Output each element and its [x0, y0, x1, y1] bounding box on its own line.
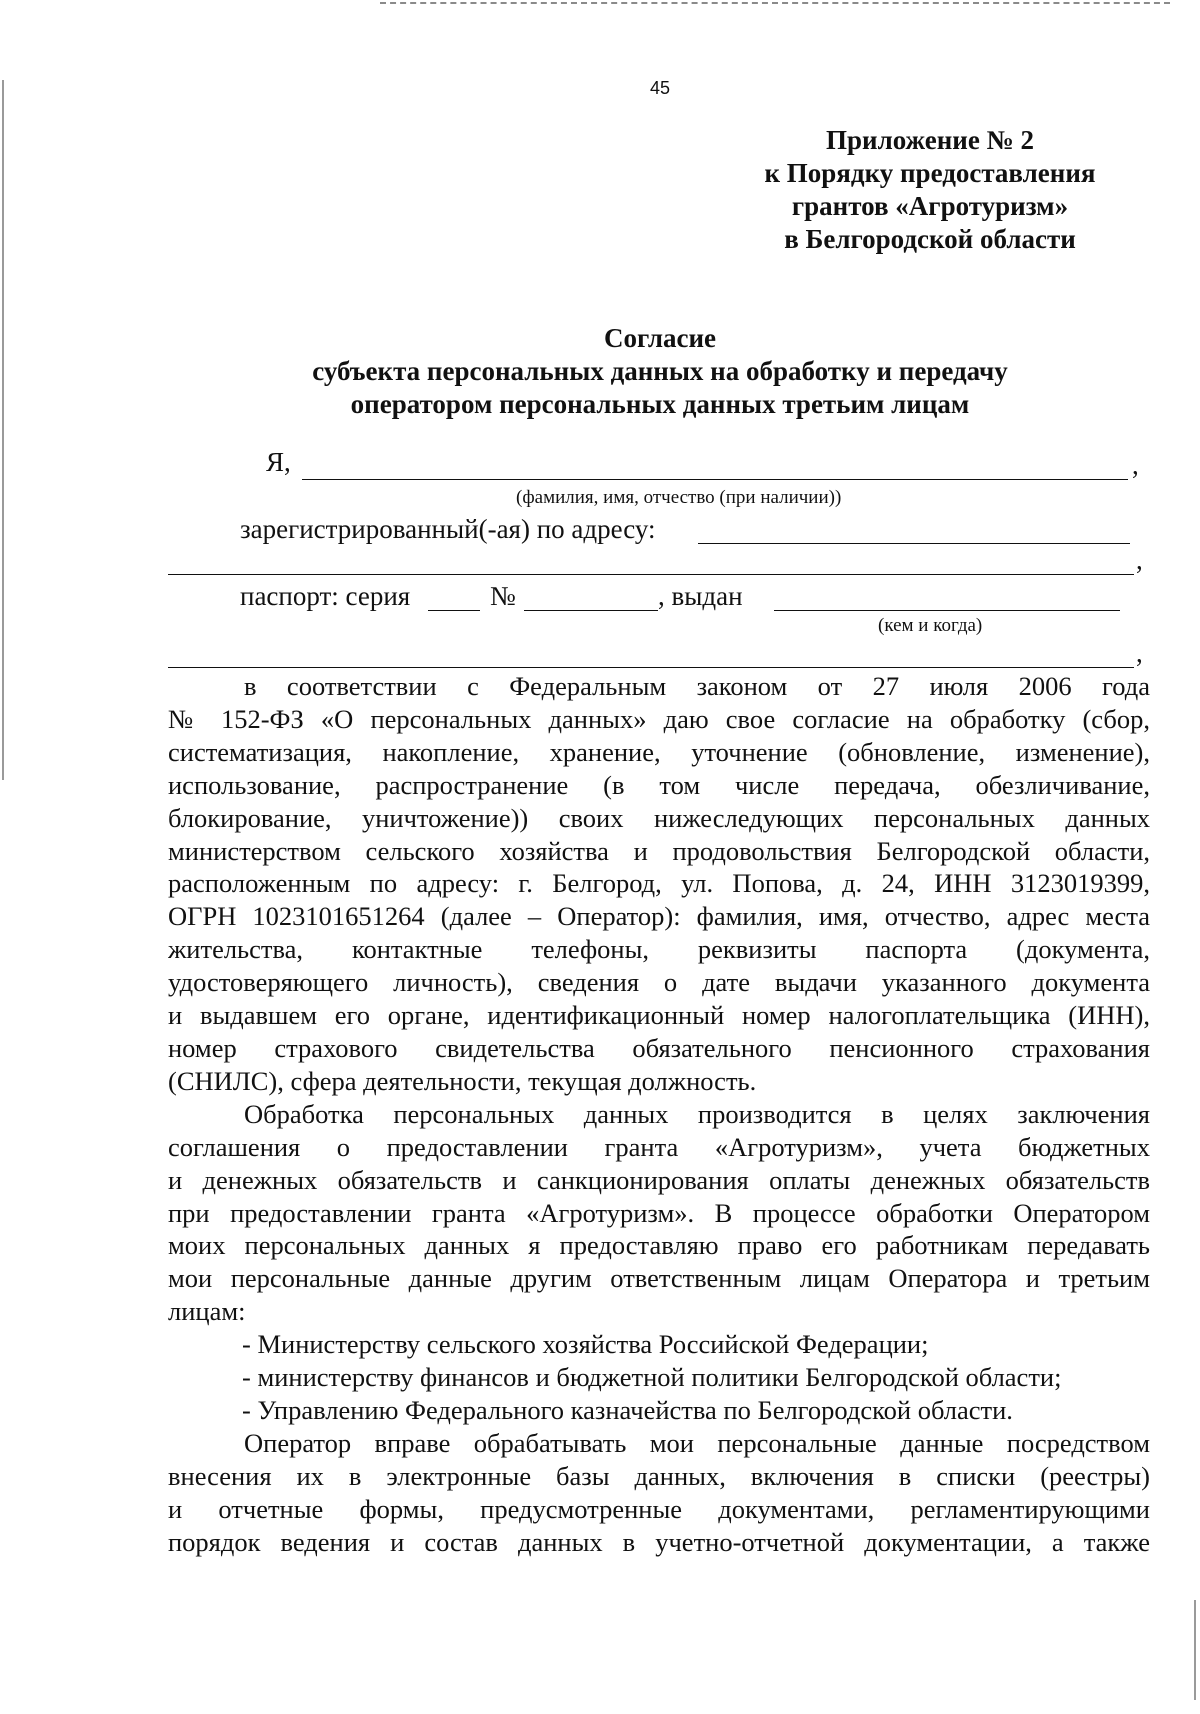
paragraph-line: использование, распространение (в том числе передача, обезличивание,	[168, 769, 1150, 800]
paragraph-line: номер страхового свидетельства обязательного пенсионного страхования	[168, 1032, 1150, 1063]
document-title	[0, 322, 1200, 421]
paragraph-line: при предоставлении гранта «Агротуризм». В процессе обработки Оператором	[168, 1197, 1150, 1228]
recipient-list-item: - Министерству сельского хозяйства Российской Федерации;	[242, 1329, 929, 1360]
recipient-list-item: - министерству финансов и бюджетной политики Белгородской области;	[242, 1362, 1062, 1393]
comma: ,	[1132, 450, 1139, 480]
appendix-line: грантов «Агротуризм»	[791, 191, 1069, 221]
address-blank[interactable]	[698, 543, 1130, 544]
paragraph-line: и отчетные формы, предусмотренные документами, регламентирующими	[168, 1493, 1150, 1524]
paragraph-line: систематизация, накопление, хранение, уточнение (обновление, изменение),	[168, 736, 1150, 767]
scan-edge-top	[380, 2, 1170, 4]
issued-label: , выдан	[658, 581, 743, 611]
issued-by-blank[interactable]	[774, 610, 1120, 611]
paragraph-line: мои персональные данные другим ответственным лицам Оператора и третьим	[168, 1263, 1150, 1294]
recipient-list-item: - Управлению Федерального казначейства по Белгородской области.	[242, 1394, 1013, 1425]
passport-series-blank[interactable]	[428, 610, 480, 611]
comma: ,	[1136, 638, 1143, 668]
paragraph-line: в соответствии с Федеральным законом от 27 июля 2006 года	[244, 671, 1150, 701]
paragraph-line: внесения их в электронные базы данных, включения в списки (реестры)	[168, 1460, 1150, 1491]
passport-number-label: №	[490, 581, 516, 611]
paragraph-line: соглашения о предоставлении гранта «Агротуризм», учета бюджетных	[168, 1131, 1150, 1162]
paragraph-line: и выдавшем его органе, идентификационный номер налогоплательщика (ИНН),	[168, 1000, 1150, 1031]
paragraph-line: Обработка персональных данных производится в целях заключения	[244, 1098, 1150, 1129]
appendix-line: к Порядку предоставления	[764, 158, 1096, 188]
paragraph-line: расположенным по адресу: г. Белгород, ул. Попова, д. 24, ИНН 3123019399,	[168, 868, 1150, 899]
address-blank-continued[interactable]	[168, 574, 1134, 575]
paragraph-line: министерством сельского хозяйства и продовольствия Белгородской области,	[168, 835, 1150, 866]
paragraph-line: жительства, контактные телефоны, реквизиты паспорта (документа,	[168, 934, 1150, 965]
full-name-hint: (фамилия, имя, отчество (при наличии))	[516, 487, 842, 508]
full-name-blank[interactable]	[302, 479, 1128, 480]
paragraph-line: удостоверяющего личность), сведения о дате выдачи указанного документа	[168, 967, 1150, 998]
scan-edge-left	[2, 80, 4, 780]
paragraph-line: ОГРН 1023101651264 (далее – Оператор): фамилия, имя, отчество, адрес места	[168, 901, 1150, 932]
passport-number-blank[interactable]	[524, 610, 658, 611]
issued-by-blank-continued[interactable]	[168, 667, 1134, 668]
appendix-line: в Белгородской области	[784, 224, 1076, 254]
consent-paragraph	[168, 670, 1150, 1558]
appendix-line: Приложение № 2	[826, 125, 1034, 155]
scan-edge-right	[1194, 1600, 1196, 1700]
title-line: субъекта персональных данных на обработку и передачу	[312, 356, 1008, 386]
paragraph-line: (СНИЛС), сфера деятельности, текущая должность.	[168, 1065, 757, 1096]
paragraph-line: № 152-ФЗ «О персональных данных» даю свое согласие на обработку (сбор,	[168, 703, 1150, 734]
issued-hint: (кем и когда)	[878, 615, 983, 636]
paragraph-line: лицам:	[168, 1296, 246, 1327]
paragraph-line: порядок ведения и состав данных в учетно-отчетной документации, а также	[168, 1526, 1150, 1557]
passport-series-label: паспорт: серия	[240, 581, 411, 611]
paragraph-line: Оператор вправе обрабатывать мои персональные данные посредством	[244, 1427, 1150, 1458]
paragraph-line: блокирование, уничтожение)) своих нижеследующих персональных данных	[168, 802, 1150, 833]
i-label: Я,	[266, 447, 291, 477]
paragraph-line: моих персональных данных я предоставляю право его работникам передавать	[168, 1230, 1150, 1261]
page-number: 45	[649, 78, 671, 98]
appendix-header	[700, 124, 1160, 256]
address-label: зарегистрированный(-ая) по адресу:	[240, 514, 656, 544]
comma: ,	[1136, 545, 1143, 575]
paragraph-line: и денежных обязательств и санкционирования оплаты денежных обязательств	[168, 1164, 1150, 1195]
title-line: оператором персональных данных третьим лицам	[350, 389, 970, 419]
title-line: Согласие	[603, 323, 717, 353]
